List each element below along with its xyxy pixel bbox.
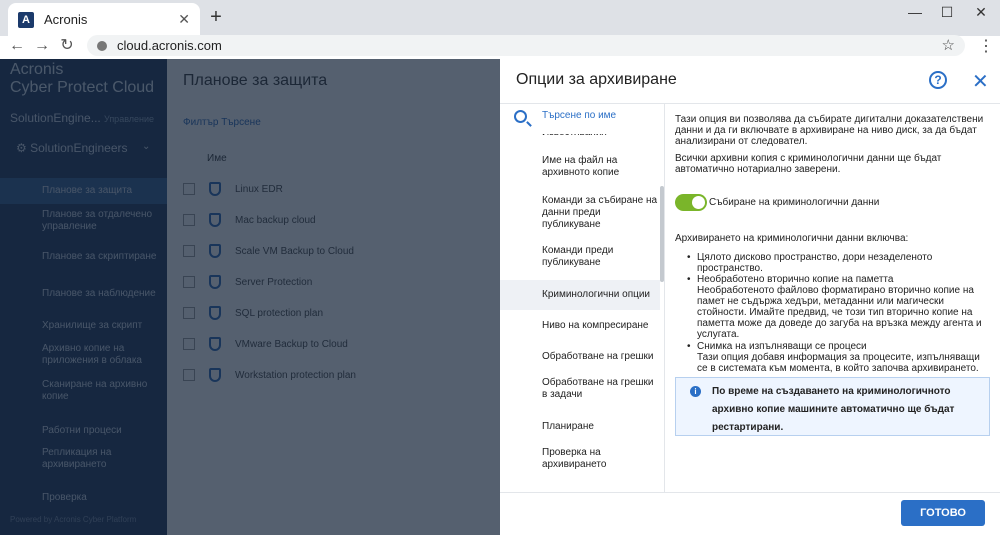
forward-icon[interactable]: → [34, 37, 50, 54]
search-icon[interactable] [514, 110, 527, 123]
site-info-icon[interactable] [97, 41, 107, 51]
option-item[interactable]: Проверка на архивирането [542, 447, 607, 470]
option-item[interactable]: Обработване на грешки [542, 351, 654, 362]
footer-divider [500, 492, 1000, 493]
bullet-title: • Снимка на изпълняващи се процеси [685, 341, 990, 352]
option-description [675, 114, 993, 181]
modal-overlay[interactable] [0, 59, 500, 535]
notarization-note: Всички архивни копия с криминологични данни ще бъдат автоматично нотариално заверени. [675, 153, 942, 175]
options-scrollbar[interactable] [660, 186, 664, 282]
options-search [500, 104, 665, 134]
address-bar[interactable] [87, 35, 965, 56]
options-list [500, 104, 665, 492]
option-item[interactable]: Име на файл на архивното копие [542, 155, 620, 178]
option-item[interactable]: Команди преди публикуване [542, 245, 614, 268]
window-close-icon[interactable]: ✕ [975, 4, 987, 20]
acronis-favicon-icon: A [18, 12, 34, 28]
forensic-description: Тази опция ви позволява да събирате дигитални доказателствени данни и да ги включвате в архивиране на ниво диск, за да бъдат анализирани от следовател. [675, 114, 984, 147]
bookmark-star-icon[interactable]: ☆ [941, 37, 955, 54]
info-icon: i [690, 386, 701, 397]
bullet-description: Необработеното файлово форматирано вторично копие на памет не съдържа хедъри, метаданни или магически стойности. Имайте предвид, че този тип вторично копие на паметта може да доведе до загуба на връзка между агента и услугата. [697, 285, 982, 340]
bullet-title: • Необработено вторично копие на паметта [685, 274, 990, 285]
option-item[interactable]: Команди за събиране на данни преди публикуване [542, 195, 658, 230]
option-item[interactable]: Обработване на грешки в задачи [542, 377, 654, 400]
new-tab-icon[interactable]: + [210, 6, 222, 28]
panel-title: Опции за архивиране [516, 71, 677, 88]
back-icon[interactable]: ← [9, 37, 25, 54]
option-item[interactable]: Криминологични опции [500, 280, 660, 310]
forensic-toggle-row[interactable] [675, 194, 879, 211]
tab-title: Acronis [44, 12, 88, 27]
tab-close-icon[interactable]: ✕ [178, 11, 190, 27]
info-text: По време на създаването на криминологичното архивно копие машините автоматично ще бъдат рестартирани. [712, 386, 955, 433]
browser-toolbar [0, 36, 1000, 59]
includes-list [685, 252, 990, 375]
toggle-label: Събиране на криминологични данни [709, 197, 880, 208]
search-input[interactable] [542, 110, 652, 121]
url-text: cloud.acronis.com [117, 38, 222, 53]
option-item[interactable]: Ниво на компресиране [542, 320, 649, 331]
done-button[interactable]: ГОТОВО [901, 500, 985, 526]
forensic-data-toggle[interactable] [675, 194, 707, 211]
info-box [675, 377, 990, 436]
close-icon[interactable]: ✕ [972, 71, 989, 93]
maximize-icon[interactable]: ☐ [940, 4, 954, 20]
minimize-icon[interactable]: — [908, 4, 922, 20]
backup-options-panel [500, 59, 1000, 535]
browser-menu-icon[interactable]: ⋮ [978, 38, 994, 55]
includes-title: Архивирането на криминологични данни включва: [675, 233, 909, 244]
browser-tabbar [0, 0, 1000, 36]
option-item[interactable]: Планиране [542, 421, 594, 432]
toggle-knob [692, 196, 705, 209]
bullet-title: • Цялото дисково пространство, дори незаделеното пространство. [685, 252, 990, 274]
browser-tab[interactable] [8, 3, 200, 36]
reload-icon[interactable]: ↻ [60, 37, 74, 54]
bullet-description: Тази опция добавя информация за процесите, изпълняващи се в системата към момента, в който започва архивирането. [697, 352, 980, 374]
help-icon[interactable]: ? [929, 71, 947, 89]
